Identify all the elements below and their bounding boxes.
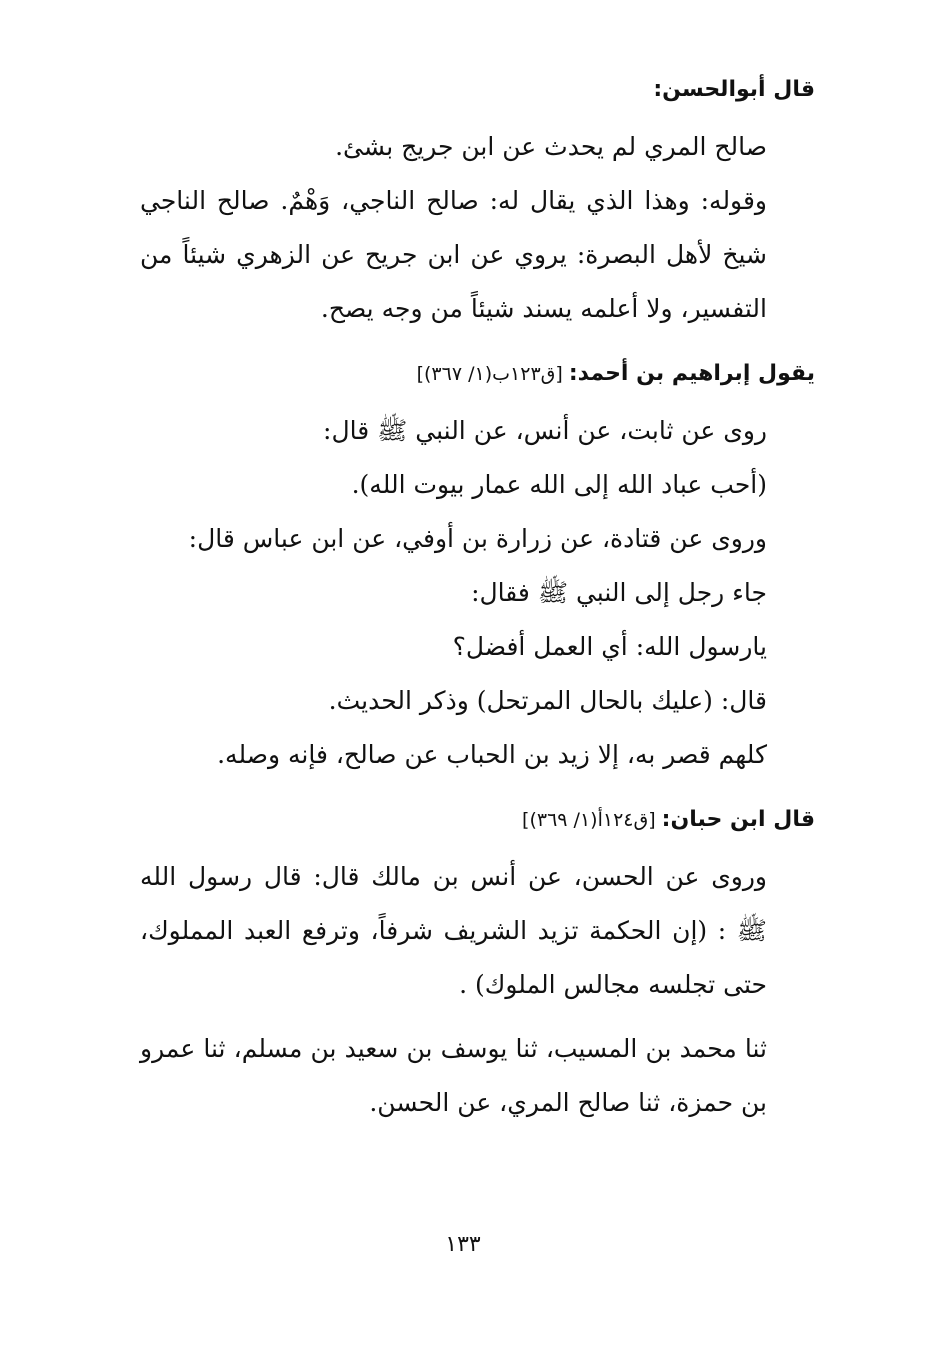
text-line: (أحب عباد الله إلى الله عمار بيوت الله). [351,470,767,499]
page-number: ١٣٣ [445,1232,481,1257]
paragraph: صالح المري لم يحدث عن ابن جريج بشئ. [335,132,767,161]
section-heading-abul-hasan [140,70,815,110]
heading-text: قال ابن حبان: [661,807,815,832]
heading-text: قال أبوالحسن: [653,77,815,102]
section-heading-ibrahim [140,354,815,394]
text-line: يارسول الله: أي العمل أفضل؟ [452,632,767,661]
paragraph: وقوله: وهذا الذي يقال له: صالح الناجي، وَهْمٌ. صالح الناجي شيخ لأهل البصرة: يروي عن ابن جريح عن الزهري شيئاً من التفسير، ولا أعلمه يسند شيئاً من وجه يصح. [140,186,767,323]
manuscript-reference: [ق١٢٤أ(١/ ٣٦٩)] [522,809,656,831]
text-line: قال: (عليك بالحال المرتحل) وذكر الحديث. [328,686,767,715]
text-line: كلهم قصر به، إلا زيد بن الحباب عن صالح، فإنه وصله. [217,740,767,769]
page-content [140,70,815,1130]
heading-text: يقول إبراهيم بن أحمد: [568,361,815,386]
paragraph: وروى عن الحسن، عن أنس بن مالك قال: قال رسول الله ﷺ : (إن الحكمة تزيد الشريف شرفاً، وترفع العبد المملوك، حتى تجلسه مجالس الملوك) . [140,862,767,999]
section-heading-ibn-hibban [140,800,815,840]
text-line: روى عن ثابت، عن أنس، عن النبي ﷺ قال: [323,416,767,445]
text-line: وروى عن قتادة، عن زرارة بن أوفي، عن ابن عباس قال: [188,524,767,553]
manuscript-reference: [ق١٢٣ب(١/ ٣٦٧)] [416,363,563,385]
paragraph: ثنا محمد بن المسيب، ثنا يوسف بن سعيد بن مسلم، ثنا عمرو بن حمزة، ثنا صالح المري، عن الحسن. [140,1034,767,1117]
text-line: جاء رجل إلى النبي ﷺ فقال: [471,578,767,607]
